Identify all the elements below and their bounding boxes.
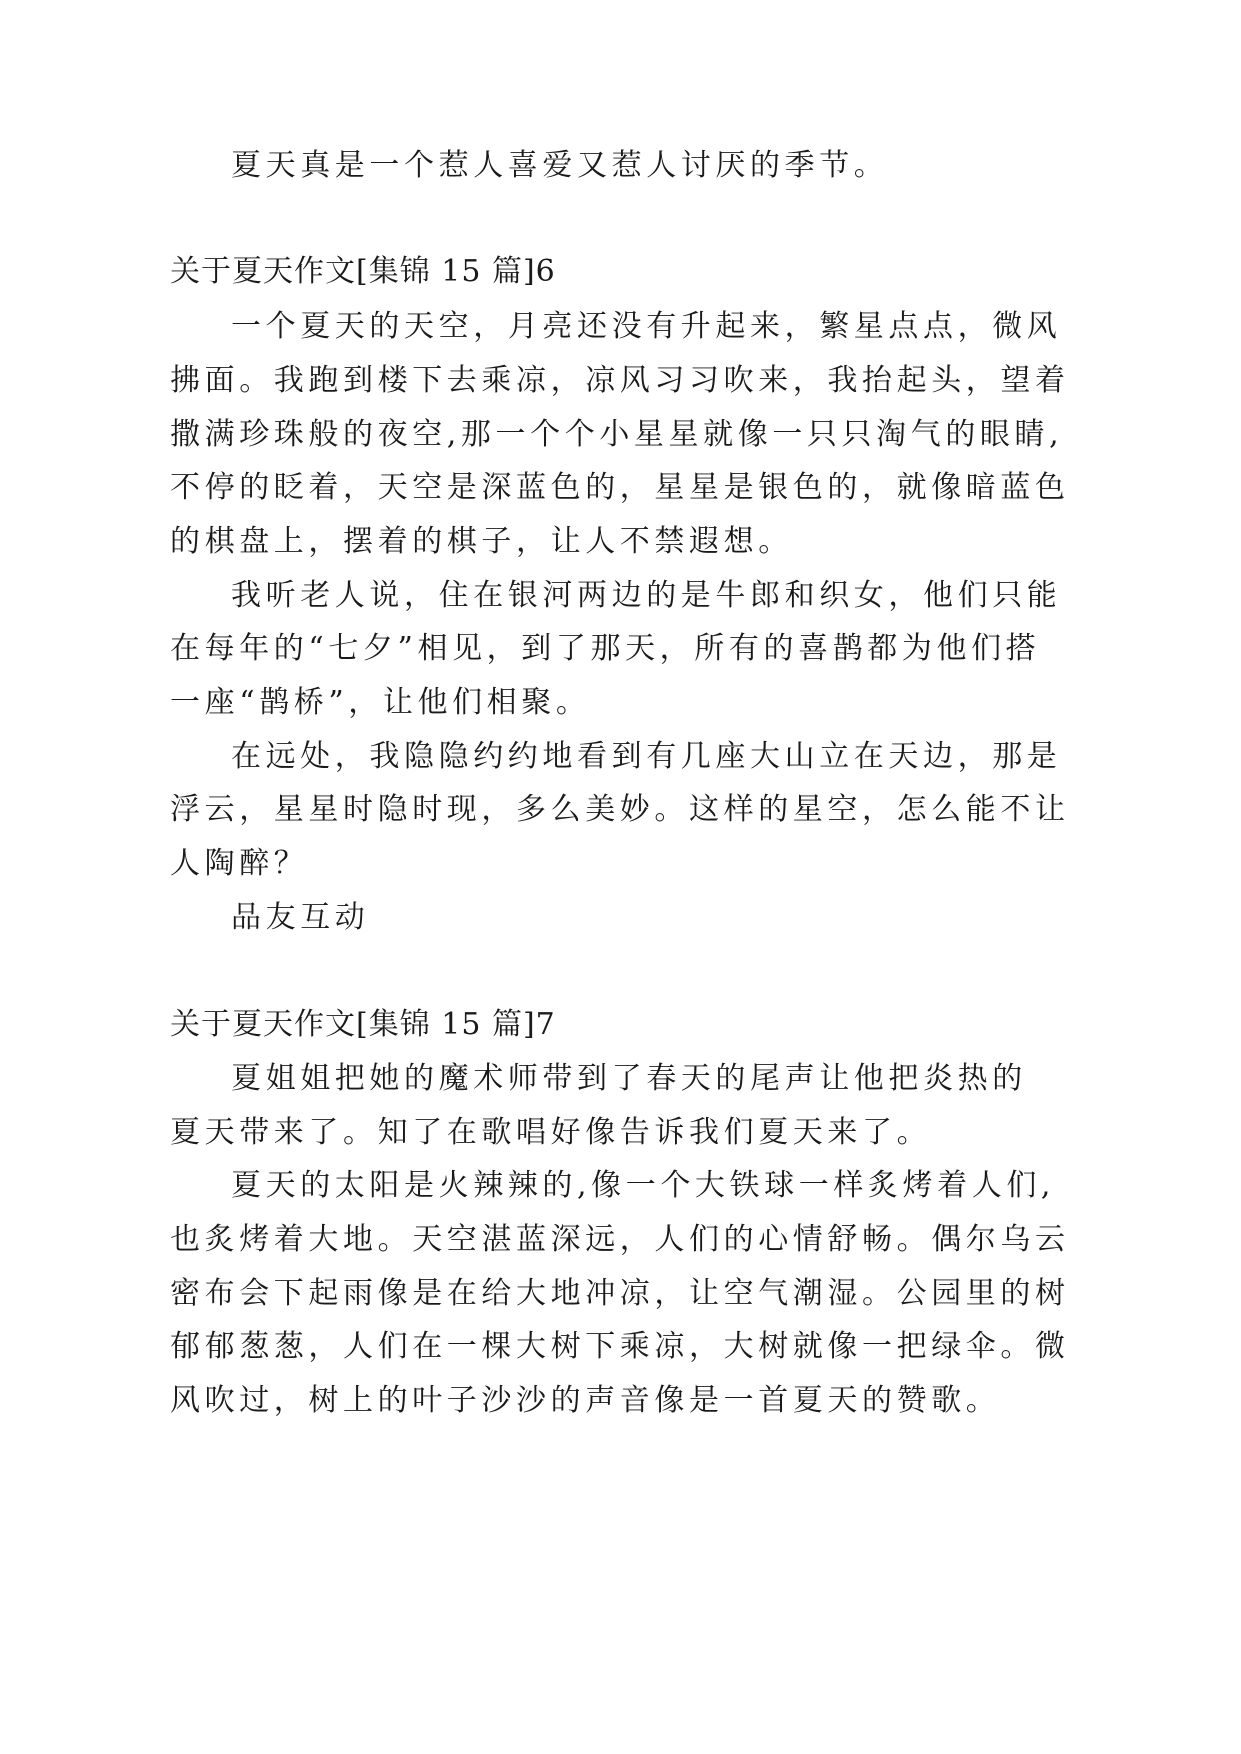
- paragraph-line: 撒满珍珠般的夜空,那一个个小星星就像一只只淘气的眼睛,: [170, 417, 1064, 452]
- paragraph-line: 在每年的“七夕”相见，到了那天，所有的喜鹊都为他们搭: [170, 631, 1041, 666]
- paragraph-line: 密布会下起雨像是在给大地冲凉，让空气潮湿。公园里的树: [170, 1276, 1070, 1311]
- paragraph-line: 郁郁葱葱，人们在一棵大树下乘凉，大树就像一把绿伞。微: [170, 1329, 1070, 1364]
- paragraph-line: 夏天真是一个惹人喜爱又惹人讨厌的季节。: [231, 148, 889, 183]
- paragraph-line: 不停的眨着，天空是深蓝色的，星星是银色的，就像暗蓝色: [170, 470, 1070, 505]
- paragraph-line: 夏天的太阳是火辣辣的,像一个大铁球一样炙烤着人们,: [231, 1168, 1056, 1203]
- paragraph-line: 我听老人说，住在银河两边的是牛郎和织女，他们只能: [231, 578, 1062, 613]
- paragraph-line: 一座“鹊桥”，让他们相聚。: [170, 685, 591, 720]
- paragraph-line: 人陶醉？: [170, 846, 309, 881]
- paragraph-line: 风吹过，树上的叶子沙沙的声音像是一首夏天的赞歌。: [170, 1383, 1001, 1418]
- paragraph-line: 一个夏天的天空，月亮还没有升起来，繁星点点，微风: [231, 309, 1062, 344]
- paragraph-line: 浮云，星星时隐时现，多么美妙。这样的星空，怎么能不让: [170, 792, 1070, 827]
- paragraph-line: 拂面。我跑到楼下去乘凉，凉风习习吹来，我抬起头，望着: [170, 363, 1070, 398]
- section-heading: 关于夏天作文[集锦 15 篇]7: [170, 1007, 556, 1042]
- section-heading: 关于夏天作文[集锦 15 篇]6: [170, 254, 556, 289]
- paragraph-line: 夏天带来了。知了在歌唱好像告诉我们夏天来了。: [170, 1115, 932, 1150]
- paragraph-line: 品友互动: [231, 900, 370, 935]
- paragraph-line: 也炙烤着大地。天空湛蓝深远，人们的心情舒畅。偶尔乌云: [170, 1222, 1070, 1257]
- paragraph-line: 夏姐姐把她的魔术师带到了春天的尾声让他把炎热的: [231, 1061, 1027, 1096]
- paragraph-line: 在远处，我隐隐约约地看到有几座大山立在天边，那是: [231, 739, 1062, 774]
- paragraph-line: 的棋盘上，摆着的棋子，让人不禁遐想。: [170, 524, 793, 559]
